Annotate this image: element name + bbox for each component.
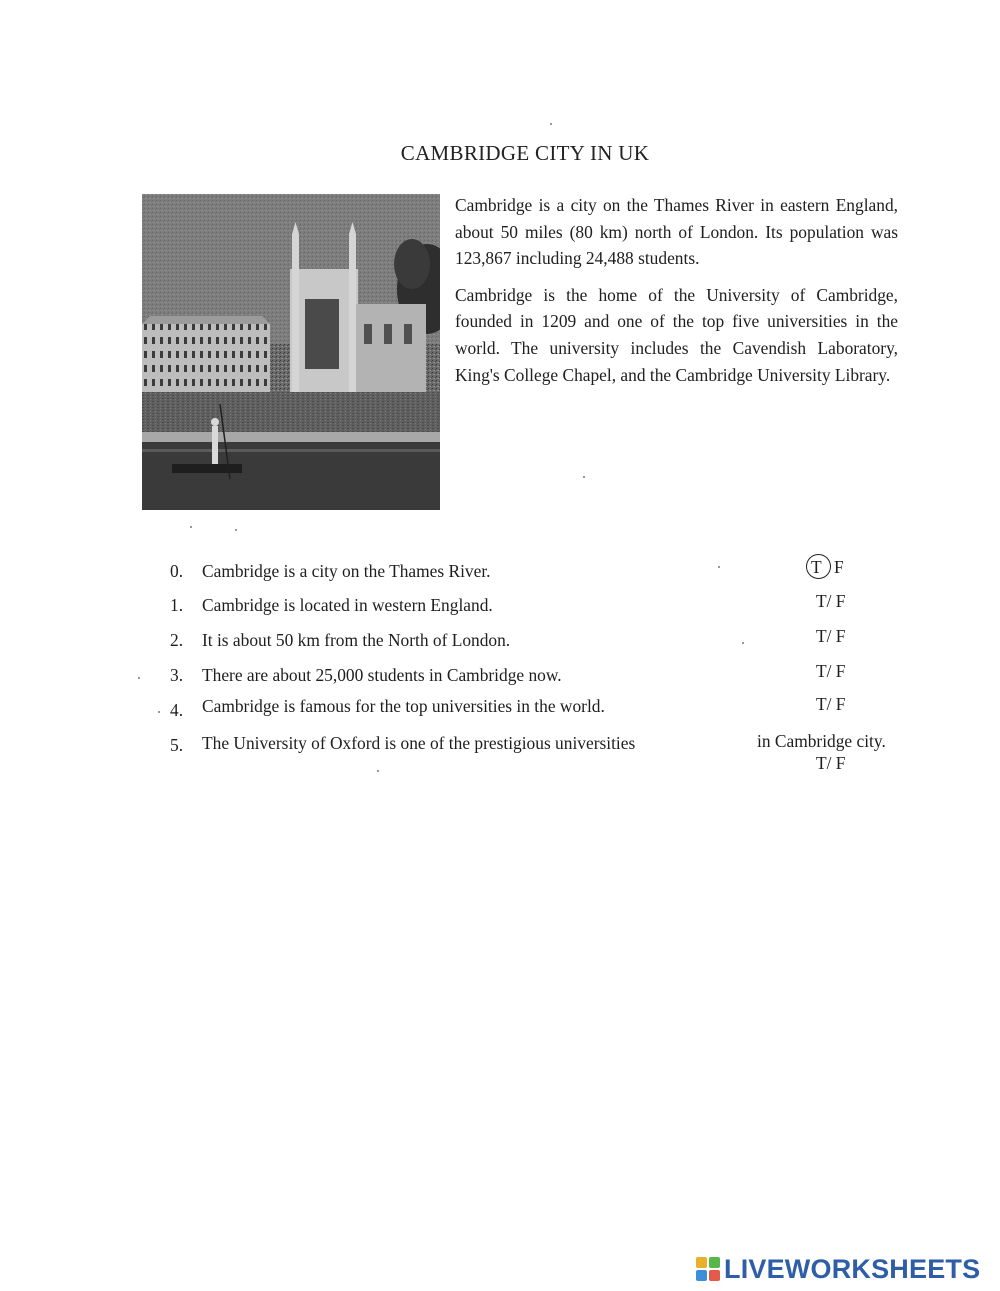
question-text: There are about 25,000 students in Cambridge now. xyxy=(202,665,562,685)
question-number: 1. xyxy=(170,595,184,615)
answer-choice-q4[interactable]: T/ F xyxy=(816,694,846,714)
answer-choice-q5[interactable]: T/ F xyxy=(816,753,846,773)
answer-choice-q3[interactable]: T/ F xyxy=(816,661,846,681)
worksheet-title: CAMBRIDGE CITY IN UK xyxy=(400,141,650,165)
answer-false: F xyxy=(833,557,844,577)
question-text: The University of Oxford is one of the prestigious universities xyxy=(202,733,636,753)
question-number: 5. xyxy=(170,735,184,755)
answer-choice-q1[interactable]: T/ F xyxy=(816,591,846,611)
question-number: 2. xyxy=(170,630,184,650)
intro-paragraph-2: Cambridge is the home of the University of Cambridge, founded in 1209 and one of the top five universities in the world. The university includes the Cavendish Laboratory, King's College Chapel, and the Cambridge University Library. xyxy=(455,284,898,385)
answer-circled-true: T xyxy=(811,557,822,578)
question-text-continued: in Cambridge city. xyxy=(757,731,886,751)
liveworksheets-logo[interactable] xyxy=(696,1254,980,1284)
question-text: Cambridge is located in western England. xyxy=(202,595,493,615)
question-number: 4. xyxy=(170,700,184,720)
answer-choice-q2[interactable]: T/ F xyxy=(816,626,846,646)
question-number: 0. xyxy=(170,561,184,581)
intro-paragraph-1: Cambridge is a city on the Thames River in eastern England, about 50 miles (80 km) north of London. Its population was 123,867 including 24,488 students. xyxy=(455,195,898,269)
liveworksheets-logo-icon xyxy=(696,1257,720,1281)
question-text: It is about 50 km from the North of London. xyxy=(202,630,511,650)
logo-text: LIVEWORKSHEETS xyxy=(724,1253,981,1284)
answer-choice-q0[interactable] xyxy=(811,557,844,578)
question-number: 3. xyxy=(170,665,184,685)
question-text: Cambridge is a city on the Thames River. xyxy=(202,561,491,581)
question-text: Cambridge is famous for the top universities in the world. xyxy=(202,696,605,716)
